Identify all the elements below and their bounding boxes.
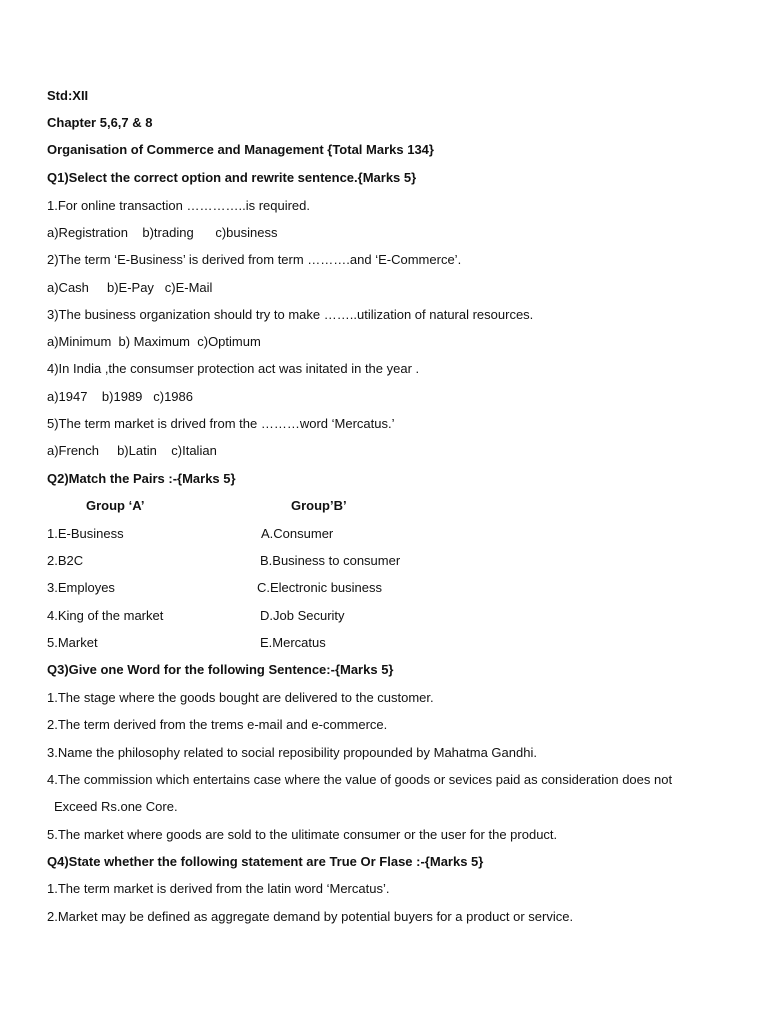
pair-b-1: A.Consumer xyxy=(261,526,334,541)
q1-question-3: 3)The business organization should try to make ……..utilization of natural resources. xyxy=(47,307,534,322)
q3-item-1: 1.The stage where the goods bought are delivered to the customer. xyxy=(47,690,434,705)
group-b-title: Group’B’ xyxy=(291,498,347,513)
q1-options-1: a)Registration b)trading c)business xyxy=(47,225,278,240)
subject-title: Organisation of Commerce and Management {Total Marks 134} xyxy=(47,142,434,157)
q3-heading: Q3)Give one Word for the following Sentence:-{Marks 5} xyxy=(47,662,394,677)
q3-item-4-continued: Exceed Rs.one Core. xyxy=(54,799,178,814)
pair-a-2: 2.B2C xyxy=(47,553,84,568)
q1-options-2: a)Cash b)E-Pay c)E-Mail xyxy=(47,280,213,295)
q3-item-3: 3.Name the philosophy related to social reposibility propounded by Mahatma Gandhi. xyxy=(47,745,537,760)
pair-a-5: 5.Market xyxy=(47,635,98,650)
group-a-title: Group ‘A’ xyxy=(86,498,145,513)
q1-options-5: a)French b)Latin c)Italian xyxy=(47,443,217,458)
q1-question-5: 5)The term market is drived from the ………word ‘Mercatus.’ xyxy=(47,416,395,431)
pair-a-4: 4.King of the market xyxy=(47,608,164,623)
pair-b-4: D.Job Security xyxy=(260,608,345,623)
pair-a-3: 3.Employes xyxy=(47,580,115,595)
q1-options-3: a)Minimum b) Maximum c)Optimum xyxy=(47,334,261,349)
q1-heading: Q1)Select the correct option and rewrite sentence.{Marks 5} xyxy=(47,170,417,185)
q4-heading: Q4)State whether the following statement are True Or Flase :-{Marks 5} xyxy=(47,854,484,869)
q2-heading: Q2)Match the Pairs :-{Marks 5} xyxy=(47,471,236,486)
q3-item-5: 5.The market where goods are sold to the ulitimate consumer or the user for the product. xyxy=(47,827,558,842)
pair-b-3: C.Electronic business xyxy=(257,580,382,595)
q3-item-2: 2.The term derived from the trems e-mail and e-commerce. xyxy=(47,717,388,732)
pair-a-1: 1.E-Business xyxy=(47,526,124,541)
q4-item-2: 2.Market may be defined as aggregate demand by potential buyers for a product or service. xyxy=(47,909,574,924)
q1-question-2: 2)The term ‘E-Business’ is derived from term ……….and ‘E-Commerce’. xyxy=(47,252,462,267)
q1-question-4: 4)In India ,the consumser protection act was initated in the year . xyxy=(47,361,420,376)
q1-question-1: 1.For online transaction …………..is required. xyxy=(47,198,310,213)
pair-b-5: E.Mercatus xyxy=(260,635,326,650)
pair-b-2: B.Business to consumer xyxy=(260,553,401,568)
q4-item-1: 1.The term market is derived from the latin word ‘Mercatus’. xyxy=(47,881,390,896)
std-label: Std:XII xyxy=(47,88,89,103)
chapters-label: Chapter 5,6,7 & 8 xyxy=(47,115,153,130)
q3-item-4: 4.The commission which entertains case where the value of goods or sevices paid as consideration does not xyxy=(47,772,673,787)
q1-options-4: a)1947 b)1989 c)1986 xyxy=(47,389,193,404)
